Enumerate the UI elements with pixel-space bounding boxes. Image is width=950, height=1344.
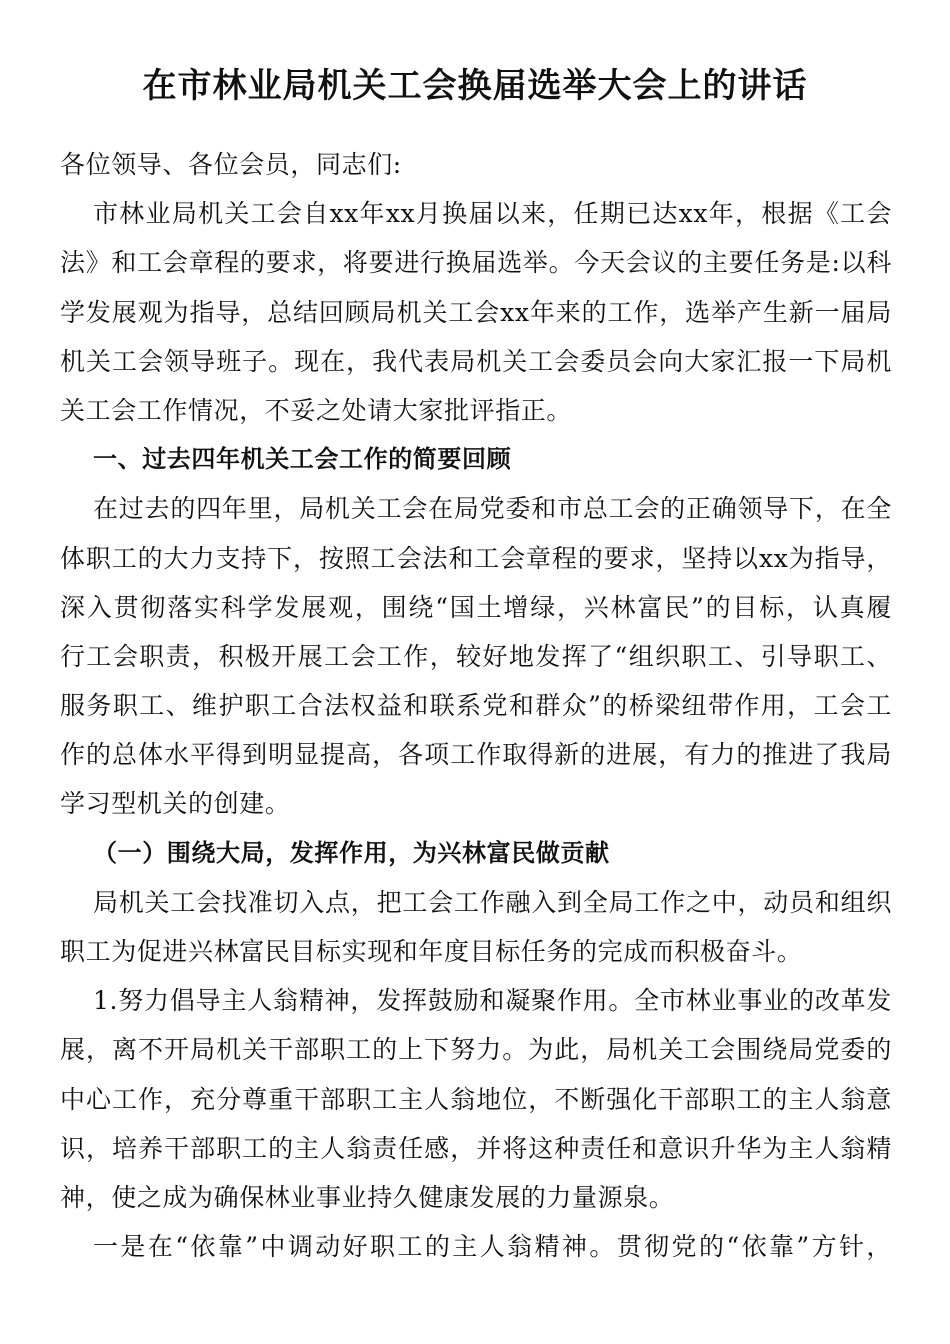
paragraph-line: 1.努力倡导主人翁精神，发挥鼓励和凝聚作用。全市林业事业的改革发 [93,986,892,1016]
document-title: 在市林业局机关工会换届选举大会上的讲话 [142,66,808,106]
paragraph-line: 服务职工、维护职工合法权益和联系党和群众”的桥梁纽带作用，工会工 [60,691,892,721]
paragraph-line: 职工为促进兴林富民目标实现和年度目标任务的完成而积极奋斗。 [60,937,803,966]
paragraph-line: 作的总体水平得到明显提高，各项工作取得新的进展，有力的推进了我局 [60,740,892,770]
paragraph-line: 学发展观为指导，总结回顾局机关工会xx年来的工作，选举产生新一届局 [60,297,892,327]
paragraph-line: 神，使之成为确保林业事业持久健康发展的力量源泉。 [60,1182,675,1212]
paragraph-line: 行工会职责，积极开展工会工作，较好地发挥了“组织职工、引导职工、 [60,641,892,671]
paragraph-line: 中心工作，充分尊重干部职工主人翁地位，不断强化干部职工的主人翁意 [60,1084,892,1114]
paragraph-line: 市林业局机关工会自xx年xx月换届以来，任期已达xx年，根据《工会 [93,199,892,229]
paragraph-line: 局机关工会找准切入点，把工会工作融入到全局工作之中，动员和组织 [93,887,892,917]
paragraph-line: 深入贯彻落实科学发展观，围绕“国土增绿，兴林富民”的目标，认真履 [60,592,892,622]
salutation: 各位领导、各位会员，同志们: [60,150,402,179]
paragraph-line: 法》和工会章程的要求，将要进行换届选举。今天会议的主要任务是:以科 [60,248,892,278]
paragraph-line: 体职工的大力支持下，按照工会法和工会章程的要求，坚持以xx为指导， [60,543,892,573]
paragraph-line: 关工会工作情况，不妥之处请大家批评指正。 [60,395,573,425]
paragraph-line: 识，培养干部职工的主人翁责任感，并将这种责任和意识升华为主人翁精 [60,1133,892,1163]
paragraph-line: 机关工会领导班子。现在，我代表局机关工会委员会向大家汇报一下局机 [60,346,892,376]
paragraph-line: 在过去的四年里，局机关工会在局党委和市总工会的正确领导下，在全 [93,494,892,524]
section-heading: 一、过去四年机关工会工作的简要回顾 [93,445,512,474]
document-body [60,140,892,1271]
paragraph-line: 学习型机关的创建。 [60,789,291,819]
paragraph-line: 一是在“依靠”中调动好职工的主人翁精神。贯彻党的“依靠”方针， [93,1232,892,1262]
paragraph-line: 展，离不开局机关干部职工的上下努力。为此，局机关工会围绕局党委的 [60,1035,892,1065]
subsection-heading: （一）围绕大局，发挥作用，为兴林富民做贡献 [93,838,610,867]
